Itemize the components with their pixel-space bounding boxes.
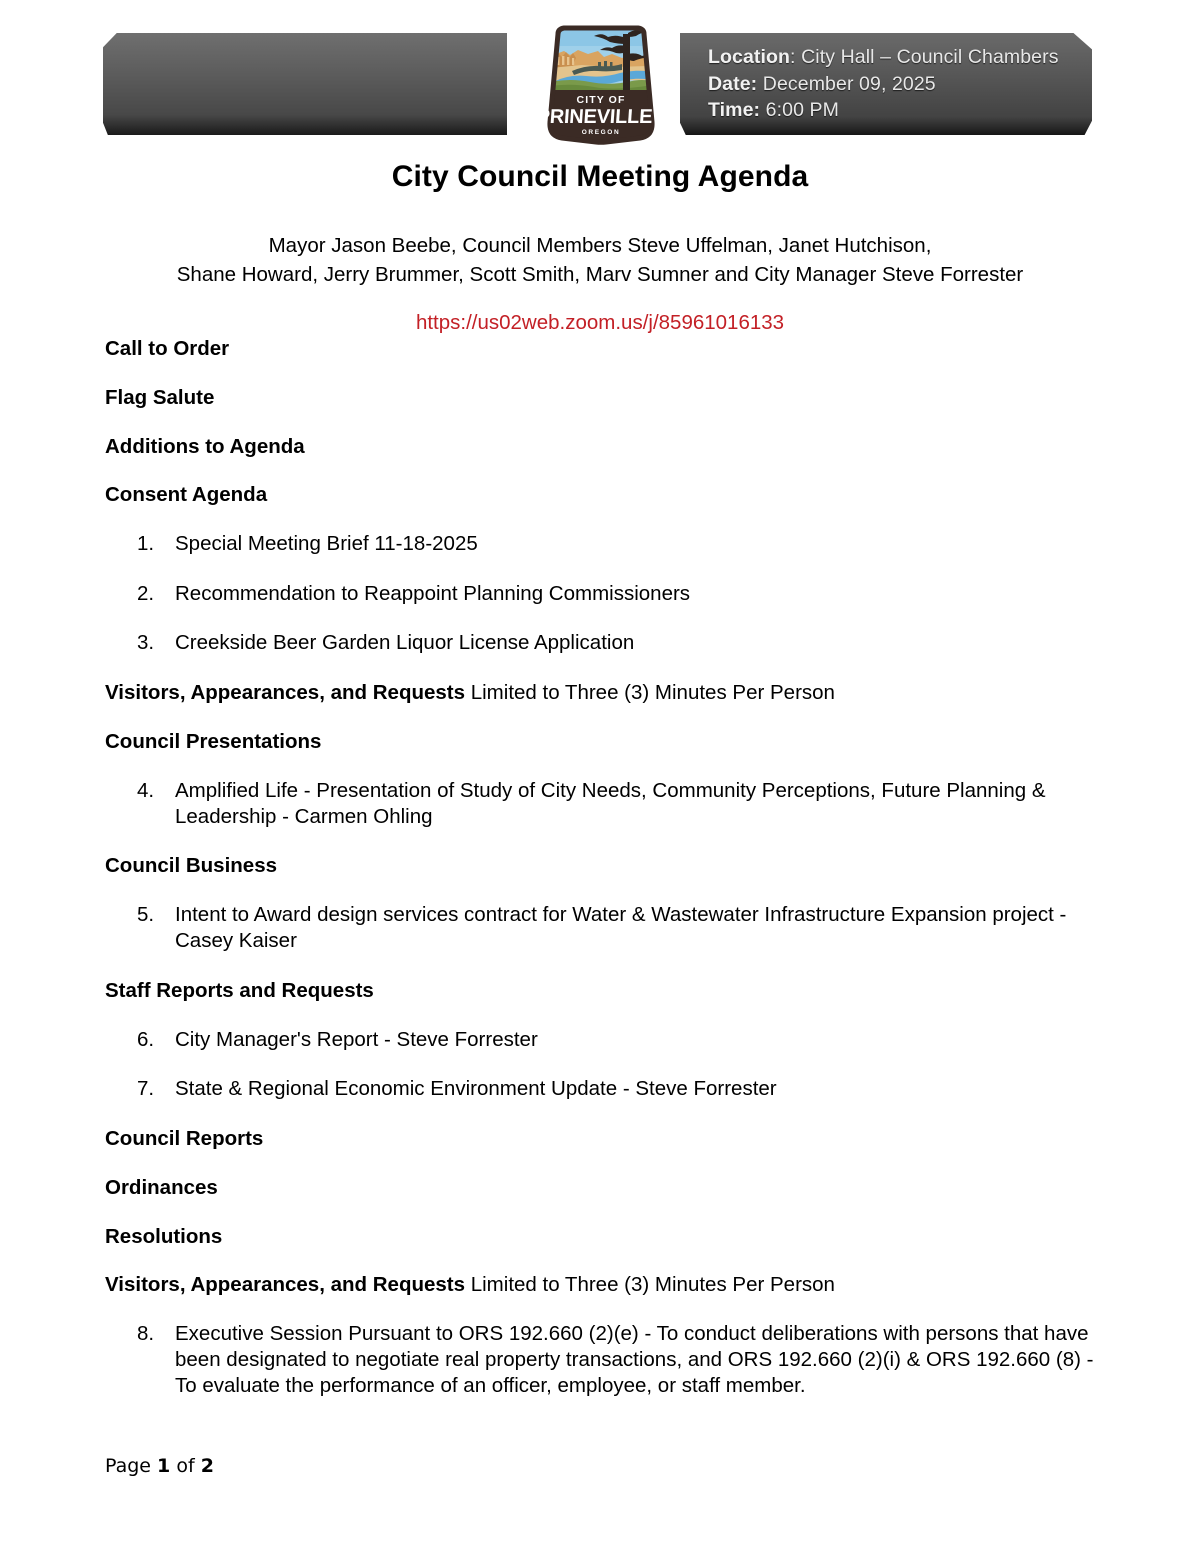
- council-business-list: [105, 902, 1100, 954]
- section-council-reports: Council Reports: [105, 1127, 264, 1151]
- list-item-text: Executive Session Pursuant to ORS 192.660 (2)(e) - To conduct deliberations with persons that have been designated to negotiate real property transactions, and ORS 192.660 (2)(i) & ORS 192.660 (8) - To evaluate the performance of an officer, employee, or staff member.: [175, 1322, 1094, 1398]
- list-item-text: City Manager's Report - Steve Forrester: [175, 1027, 538, 1051]
- list-item-number: 8.: [137, 1322, 155, 1346]
- footer-page-word: Page: [105, 1455, 158, 1477]
- list-item: [105, 1027, 1100, 1053]
- header-left-banner: [103, 33, 507, 135]
- list-item-number: 2.: [137, 581, 155, 605]
- meeting-date-row: [708, 71, 1088, 98]
- executive-session-list: [105, 1321, 1100, 1399]
- section-consent-agenda: Consent Agenda: [105, 483, 268, 507]
- attendees-line-1: Mayor Jason Beebe, Council Members Steve Uffelman, Janet Hutchison,: [268, 234, 932, 257]
- footer-page-total: 2: [200, 1455, 214, 1477]
- list-item-number: 6.: [137, 1027, 155, 1051]
- location-label: Location: [708, 46, 791, 68]
- time-label: Time:: [708, 99, 761, 121]
- visitors-heading-note: Limited to Three (3) Minutes Per Person: [465, 680, 835, 704]
- section-council-presentations: Council Presentations: [105, 729, 322, 753]
- consent-agenda-list: [105, 531, 1100, 656]
- list-item-number: 1.: [137, 532, 155, 556]
- list-item-text: State & Regional Economic Environment Update - Steve Forrester: [175, 1077, 777, 1101]
- section-council-business: Council Business: [105, 854, 278, 878]
- meeting-time-row: [708, 97, 1088, 124]
- document-header: [0, 0, 1200, 150]
- section-staff-reports-and-requests: Staff Reports and Requests: [105, 978, 374, 1002]
- list-item: [105, 902, 1100, 954]
- section-additions-to-agenda: Additions to Agenda: [105, 434, 305, 458]
- list-item-number: 5.: [137, 903, 155, 927]
- date-label: Date:: [708, 72, 758, 95]
- council-presentations-list: [105, 778, 1100, 830]
- visitors-heading-bold: Visitors, Appearances, and Requests: [105, 1273, 466, 1297]
- section-visitors-appearances-requests-1: [105, 680, 1100, 705]
- list-item: [105, 581, 1100, 607]
- list-item-number: 7.: [137, 1077, 155, 1101]
- list-item: [105, 1321, 1100, 1399]
- section-ordinances: Ordinances: [105, 1175, 218, 1199]
- meeting-location-row: [708, 44, 1088, 71]
- page-title: City Council Meeting Agenda: [391, 160, 809, 193]
- location-separator: :: [790, 46, 802, 68]
- list-item-text: Amplified Life - Presentation of Study of City Needs, Community Perceptions, Future Planning & Leadership - Carmen Ohling: [175, 778, 1046, 828]
- agenda-content: [105, 336, 1100, 1423]
- list-item: [105, 778, 1100, 830]
- attendees-line-2: Shane Howard, Jerry Brummer, Scott Smith, Marv Sumner and City Manager Steve Forrester: [176, 263, 1024, 286]
- list-item-text: Recommendation to Reappoint Planning Commissioners: [175, 581, 691, 605]
- meeting-info-block: [708, 44, 1088, 124]
- list-item: [105, 630, 1100, 656]
- section-visitors-appearances-requests-2: [105, 1272, 1100, 1297]
- page-footer: [105, 1455, 214, 1477]
- time-value: 6:00 PM: [760, 99, 839, 121]
- visitors-heading-note: Limited to Three (3) Minutes Per Person: [465, 1273, 835, 1297]
- staff-reports-list: [105, 1027, 1100, 1103]
- list-item-number: 3.: [137, 631, 155, 655]
- zoom-meeting-link[interactable]: https://us02web.zoom.us/j/85961016133: [415, 311, 785, 334]
- logo-line2: PRINEVILLE: [542, 106, 654, 128]
- list-item-number: 4.: [137, 778, 155, 802]
- prineville-city-seal-icon: [542, 24, 660, 146]
- logo-line3: OREGON: [581, 129, 621, 136]
- attendees-block: [0, 231, 1200, 289]
- footer-of-word: of: [170, 1455, 201, 1477]
- section-flag-salute: Flag Salute: [105, 385, 215, 409]
- list-item: [105, 1076, 1100, 1102]
- list-item: [105, 531, 1100, 557]
- location-value: City Hall – Council Chambers: [801, 46, 1059, 68]
- section-call-to-order: Call to Order: [105, 337, 230, 360]
- list-item-text: Creekside Beer Garden Liquor License Application: [175, 631, 635, 655]
- zoom-meeting-link-wrapper: [0, 311, 1200, 335]
- section-resolutions: Resolutions: [105, 1224, 223, 1248]
- footer-page-number: 1: [157, 1455, 171, 1477]
- list-item-text: Special Meeting Brief 11-18-2025: [175, 532, 478, 556]
- visitors-heading-bold: Visitors, Appearances, and Requests: [105, 680, 466, 704]
- date-value: December 09, 2025: [757, 72, 936, 95]
- logo-line1: CITY OF: [576, 94, 626, 106]
- list-item-text: Intent to Award design services contract for Water & Wastewater Infrastructure Expansion project - Casey Kaiser: [175, 903, 1067, 953]
